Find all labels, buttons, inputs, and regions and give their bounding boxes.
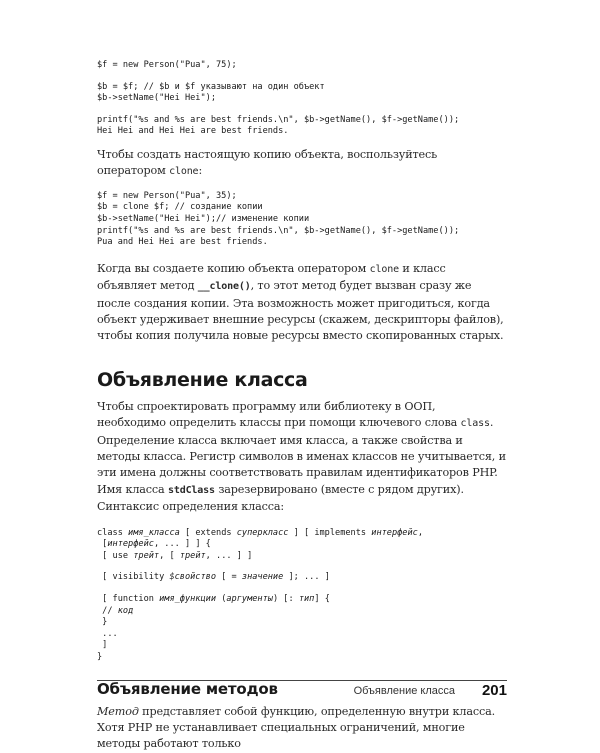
page-number: 201 [481,682,507,699]
subsection-heading: Объявление методов [97,679,278,698]
code-line: [ visibility $свойство [ = значение ]; ... ] [97,572,330,583]
footer-divider [97,680,507,681]
paragraph-clone-method: Когда вы создаете копию объекта оператором clone и класс объявляет метод __clone(), то этот метод будет вызван сразу же после создания копии. Эта возможность может пригодиться, когда объект удерживает внешние ресурсы (скажем, дескрипторы файлов), чтобы копия получила новые ресурсы вместо скопированных старых. [97,261,504,343]
code-line: // код [97,605,134,616]
inline-code: clone [369,263,399,275]
inline-code: __clone() [197,281,251,293]
paragraph-class-declaration: Чтобы спроектировать программу или библиотеку в ООП, необходимо определить классы при помощи ключевого слова class. Определение класса включает имя класса, а также свойства и методы класса. Регистр символов в именах классов не учитывается, и эти имена должны соответствовать правилам идентификаторов PHP. Имя класса stdClass зарезервировано (вместе с рядом других). Синтаксис определения класса: [97,399,506,514]
page-footer [97,679,507,706]
code-line: class имя_класса [ extends суперкласс ] [ implements интерфейс, [97,527,424,538]
code-block-assignment [97,60,507,138]
code-line: [ function имя_функции (аргументы) [: тип] { [97,594,330,604]
code-line: } [97,651,103,662]
code-block-class-syntax [97,528,507,664]
code-line: ... [97,628,118,639]
code-line: printf("%s and %s are best friends.\n", $b->getName(), $f->getName()); [97,225,460,236]
code-line: printf("%s and %s are best friends.\n", $b->getName(), $f->getName()); [97,114,460,125]
code-line: $f = new Person("Pua", 35); [97,190,237,201]
code-line: $f = new Person("Pua", 75); [97,60,237,70]
section-heading: Объявление класса [97,368,308,391]
code-output-line: Pua and Hei Hei are best friends. [97,237,268,248]
code-block-clone [97,191,507,249]
code-line: [ use трейт, [ трейт, ... ] ] [97,550,253,561]
footer-running-title: Объявление класса [353,685,455,697]
code-line: $b = $f; // $b и $f указывают на один объект [97,81,325,92]
paragraph-clone-intro: Чтобы создать настоящую копию объекта, воспользуйтесь оператором clone: [97,147,438,178]
emphasis-term: Метод [97,704,139,718]
page-content [97,58,507,753]
code-line: } [97,617,108,628]
code-line: ] [97,640,108,651]
paragraph-methods: Метод представляет собой функцию, определенную внутри класса. Хотя PHP не устанавливает специальных ограничений, многие методы работают только [97,704,496,751]
code-line: $b->setName("Hei Hei");// изменение копии [97,213,310,224]
inline-code: clone [169,166,199,178]
code-output-line: Hei Hei and Hei Hei are best friends. [97,126,289,137]
code-line: $b = clone $f; // создание копии [97,202,263,213]
inline-code: stdClass [167,484,215,496]
inline-code: class [460,418,490,430]
code-line: [интерфейс, ... ] ] { [97,539,211,550]
code-line: $b->setName("Hei Hei"); [97,93,216,104]
